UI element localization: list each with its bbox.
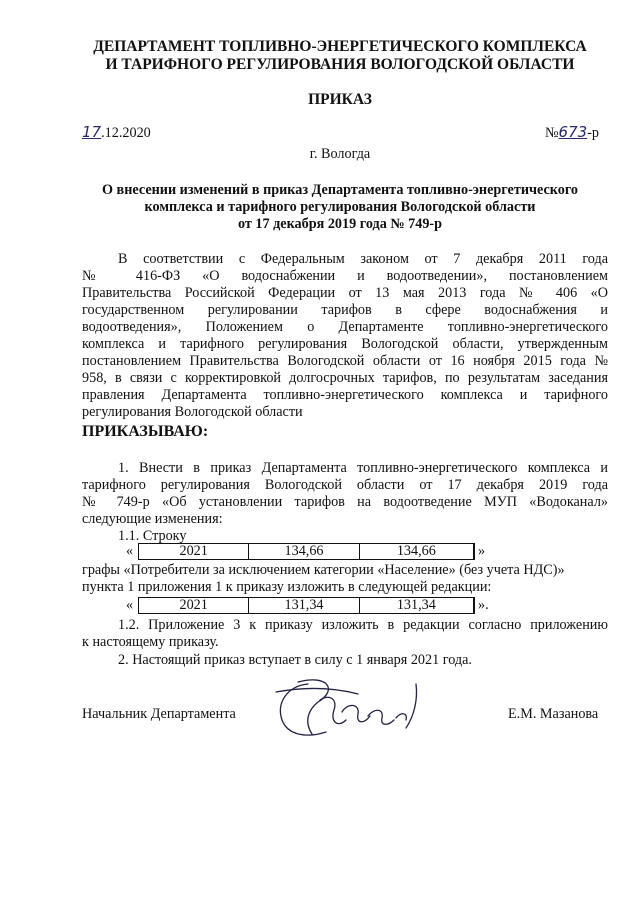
signature-image [268, 672, 438, 742]
handwritten-number: 673 [558, 123, 588, 141]
table-cell-year: 2021 [139, 598, 249, 613]
middle-text-line1: графы «Потребители за исключением категории «Население» (без учета НДС)» [82, 562, 565, 578]
table-cell-value: 134,66 [396, 543, 436, 559]
document-type: ПРИКАЗ [308, 91, 372, 108]
item1-2-line1: 1.2. Приложение 3 к приказу изложить в редакции согласно приложению [118, 617, 608, 633]
table-cell-value: 131,34 [249, 598, 359, 613]
title-line1: О внесении изменений в приказ Департамента топливно-энергетического [101, 182, 579, 198]
item1-line: № 749-р «Об установлении тарифов на водоотведение МУП «Водоканал» [82, 494, 608, 510]
close-quote: ». [478, 597, 489, 613]
date-printed: .12.2020 [101, 125, 151, 141]
preamble-last-line: регулирования Вологодской области [82, 404, 303, 420]
title-line2: комплекса и тарифного регулирования Вологодской области [144, 199, 536, 215]
title-line3: от 17 декабря 2019 года № 749-р [237, 216, 443, 232]
item2: 2. Настоящий приказ вступает в силу с 1 января 2021 года. [118, 652, 472, 668]
document-number [545, 124, 599, 142]
item1-line: 1. Внести в приказ Департамента топливно-энергетического комплекса и [118, 460, 608, 476]
middle-text-line2: пункта 1 приложения 1 к приказу изложить в следующей редакции: [82, 579, 492, 595]
table-cell-value: 131,34 [396, 597, 436, 613]
tariff-table-new [138, 597, 475, 614]
preamble-line: В соответствии с Федеральным законом от 7 декабря 2011 года [118, 251, 608, 267]
table-cell-year: 2021 [139, 544, 249, 559]
number-prefix: № [545, 125, 559, 141]
close-quote: » [478, 543, 486, 559]
number-suffix: -р [587, 125, 600, 141]
document-date [82, 124, 151, 142]
preamble-line: комплекса и тарифного регулирования Вологодской области, утвержденным [82, 336, 608, 352]
item1-line: тарифного регулирования Вологодской области от 17 декабря 2019 года [82, 477, 608, 493]
preamble-line: Правительства Российской Федерации от 13 мая 2013 года № 406 «О [82, 285, 608, 301]
department-name-line1: ДЕПАРТАМЕНТ ТОПЛИВНО-ЭНЕРГЕТИЧЕСКОГО КОМПЛЕКСА [93, 38, 587, 55]
open-quote: « [126, 543, 134, 559]
table-cell-value: 134,66 [249, 544, 359, 559]
signatory-position: Начальник Департамента [82, 706, 236, 722]
tariff-table-old [138, 543, 475, 560]
preamble-line: правления Департамента топливно-энергетического комплекса и тарифного [82, 387, 608, 403]
preamble-line: водоотведения», Положением о Департаменте топливно-энергетического [82, 319, 608, 335]
city: г. Вологда [309, 146, 371, 162]
handwritten-day: 17 [82, 123, 102, 141]
preamble-line: постановлением Правительства Вологодской области от 16 ноября 2015 года № [82, 353, 608, 369]
preamble-line: 958, в связи с корректировкой долгосрочных тарифов, по результатам заседания [82, 370, 608, 386]
signatory-name: Е.М. Мазанова [508, 706, 599, 722]
preamble-line: № 416-ФЗ «О водоснабжении и водоотведении», постановлением [82, 268, 608, 284]
item1-2-line2: к настоящему приказу. [82, 634, 219, 650]
item1-last-line: следующие изменения: [82, 511, 223, 527]
order-word: ПРИКАЗЫВАЮ: [82, 423, 209, 440]
preamble-line: государственном регулировании тарифов в сфере водоснабжения и [82, 302, 608, 318]
subitem-1-1-label: 1.1. Строку [118, 528, 187, 544]
department-name-line2: И ТАРИФНОГО РЕГУЛИРОВАНИЯ ВОЛОГОДСКОЙ ОБЛАСТИ [105, 56, 575, 73]
open-quote: « [126, 597, 134, 613]
